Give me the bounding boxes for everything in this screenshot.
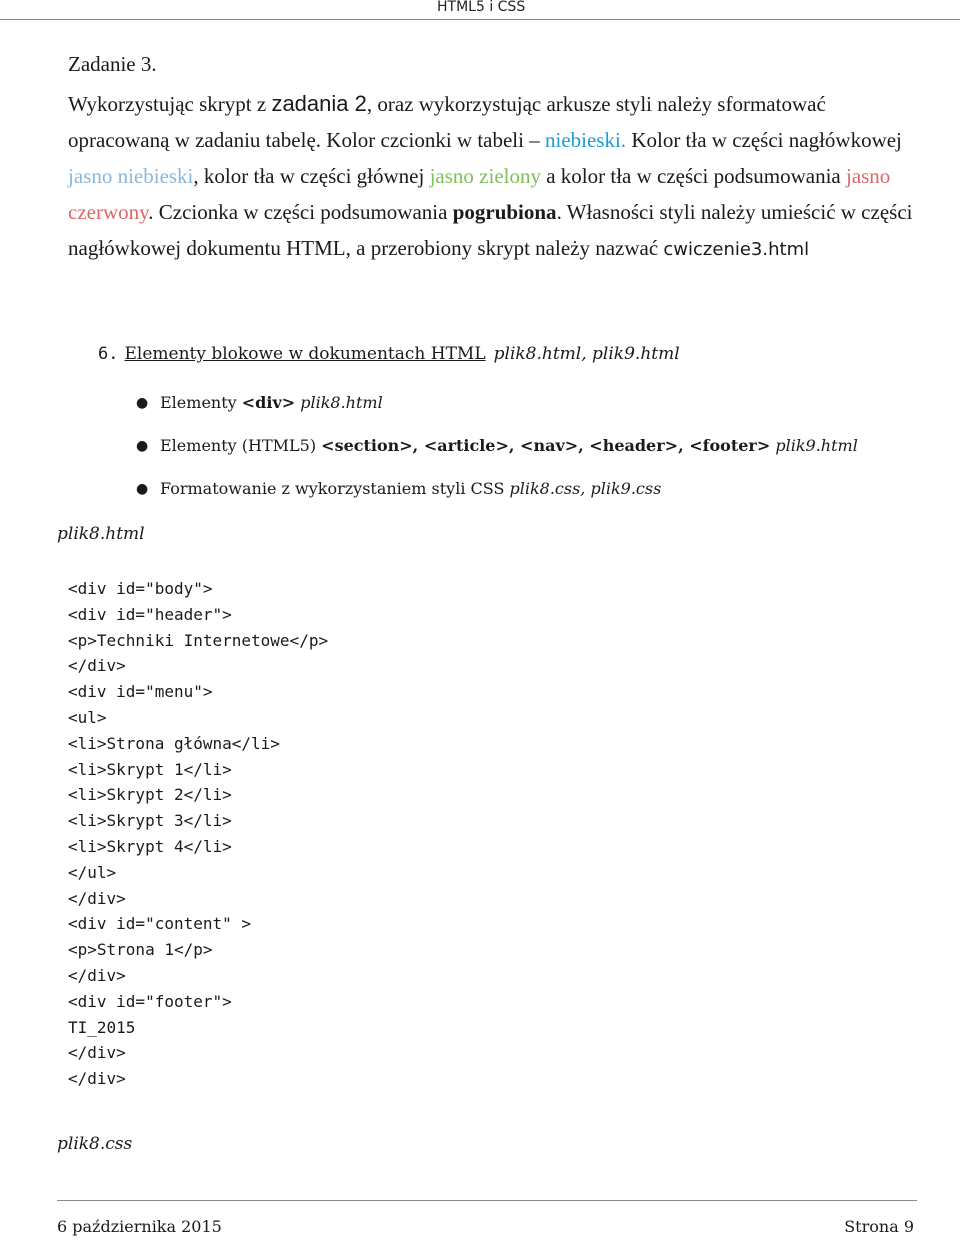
item-bold: <div> (241, 393, 296, 412)
task-text-big: zadania 2 (271, 91, 367, 116)
code-line: </div> (68, 965, 126, 985)
list-item (136, 390, 858, 433)
task-text-3: Kolor tła w części nagłówkowej (626, 128, 902, 152)
code-line: <li>Skrypt 1</li> (68, 759, 232, 779)
page-header-title: HTML5 i CSS (437, 0, 526, 15)
red-word: jasno czerwony (68, 164, 891, 224)
section-title: Elementy blokowe w dokumentach HTML (124, 344, 486, 364)
code-listing (68, 576, 328, 1092)
task-heading: Zadanie 3. (68, 52, 157, 76)
footer-date: 6 października 2015 (57, 1217, 222, 1236)
code-line: <li>Strona główna</li> (68, 733, 280, 753)
code-line: <div id="footer"> (68, 991, 232, 1011)
item-text: Elementy (160, 393, 242, 412)
code-line: <div id="menu"> (68, 682, 213, 702)
task-text-5: a kolor tła w części podsumowania (540, 164, 846, 188)
code-line: <li>Skrypt 4</li> (68, 836, 232, 856)
item-text: Formatowanie z wykorzystaniem styli CSS (160, 479, 510, 498)
item-file: plik8.html (300, 393, 383, 412)
task-block (68, 46, 928, 268)
css-file-label: plik8.css (57, 1134, 133, 1154)
code-line: <li>Skrypt 2</li> (68, 785, 232, 805)
code-line: <div id="content" > (68, 914, 252, 934)
code-line: </div> (68, 1069, 126, 1089)
task-text-2: , oraz wykorzystując arkusze styli należy sformatować opracowaną w zadaniu tabelę. Kolor czcionki w tabeli – (68, 92, 826, 152)
code-line: <p>Strona 1</p> (68, 940, 213, 960)
item-file: plik9.html (775, 436, 858, 455)
code-line: TI_2015 (68, 1017, 136, 1037)
code-line: </ul> (68, 862, 117, 882)
green-word: jasno zielony (429, 164, 541, 188)
footer-page-number: Strona 9 (844, 1217, 914, 1236)
target-filename: cwiczenie3.html (663, 239, 810, 260)
bullet-icon: ● (136, 438, 149, 454)
blue-word: niebieski. (544, 128, 627, 152)
code-line: </div> (68, 1043, 126, 1063)
code-line: <div id="header"> (68, 604, 232, 624)
code-line: </div> (68, 888, 126, 908)
item-text: Elementy (HTML5) (160, 436, 322, 455)
task-text-4: , kolor tła w części głównej (193, 164, 430, 188)
code-line: <div id="body"> (68, 579, 213, 598)
task-text-7: . Własności styli należy umieścić w części nagłówkowej dokumentu HTML, a przerobiony skrypt należy nazwać (68, 200, 913, 260)
code-line: <li>Skrypt 3</li> (68, 811, 232, 831)
bold-word: pogrubiona (452, 200, 557, 224)
code-line: <p>Techniki Internetowe</p> (68, 630, 329, 650)
bullet-icon: ● (136, 395, 149, 411)
section-number: 6. (98, 344, 119, 364)
task-text-6: . Czcionka w części podsumowania (148, 200, 453, 224)
bullet-icon: ● (136, 481, 149, 497)
list-item (136, 476, 858, 519)
code-line: </div> (68, 656, 126, 676)
item-file: plik8.css, plik9.css (509, 479, 662, 498)
task-text-1: Wykorzystując skrypt z (68, 92, 272, 116)
task-description (68, 86, 928, 268)
code-line: <ul> (68, 707, 107, 727)
section-heading (98, 341, 680, 367)
footer-divider (57, 1200, 917, 1201)
item-bold: <section>, <article>, <nav>, <header>, <footer> (321, 436, 771, 455)
list-item (136, 433, 858, 476)
html-file-label: plik8.html (57, 524, 145, 544)
light-blue-word: jasno niebieski (68, 164, 194, 188)
topic-list (136, 390, 858, 519)
header-divider (0, 19, 960, 20)
section-files: plik8.html, plik9.html (493, 344, 680, 364)
